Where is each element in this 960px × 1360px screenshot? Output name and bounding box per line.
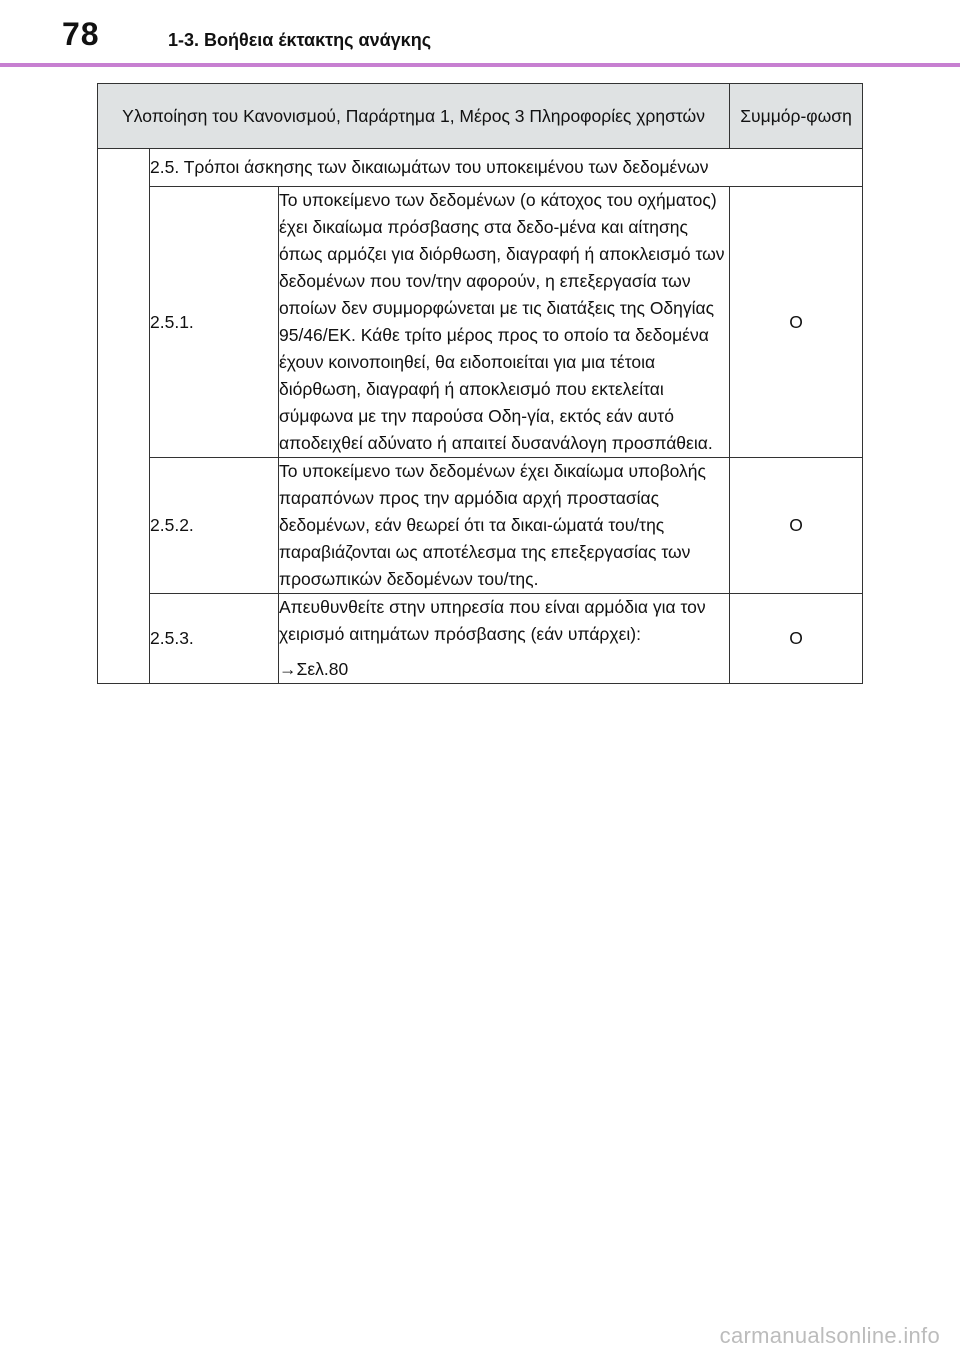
- table-row: [98, 187, 863, 458]
- section-heading: 2.5. Τρόποι άσκησης των δικαιωμάτων του υποκειμένου των δεδομένων: [150, 149, 863, 187]
- item-text: Το υποκείμενο των δεδομένων έχει δικαίωμα υποβολής παραπόνων προς την αρμόδια αρχή προστασίας δεδομένων, εάν θεωρεί ότι τα δικαι-ώματά του/της παραβιάζονται ως αποτέλεσμα της επεξεργασίας των προσωπικών δεδομένων του/της.: [279, 461, 706, 589]
- item-text: Το υποκείμενο των δεδομένων (ο κάτοχος του οχήματος) έχει δικαίωμα πρόσβασης στα δεδο-μένα και αίτησης όπως αρμόζει για διόρθωση, διαγραφή ή αποκλεισμό των δεδομένων που τον/την αφορούν, η επεξεργασία των οποίων δεν συμμορφώνεται με τις διατάξεις της Οδηγίας 95/46/ΕΚ. Κάθε τρίτο μέρος προς το οποίο τα δεδομένα έχουν κοινοποιηθεί, θα ειδοποιείται για μια τέτοια διόρθωση, διαγραφή ή αποκλεισμό που εκτελείται σύμφωνα με την παρούσα Οδη-γία, εκτός εάν αυτό αποδειχθεί αδύνατο ή απαιτεί δυσανάλογη προσπάθεια.: [279, 190, 725, 453]
- conformity-mark: O: [730, 458, 863, 594]
- page-number: 78: [62, 16, 100, 52]
- section-title: 1-3. Βοήθεια έκτακτης ανάγκης: [168, 30, 432, 50]
- conformity-mark: O: [730, 187, 863, 458]
- table-row: [98, 458, 863, 594]
- column-header-main: Υλοποίηση του Κανονισμού, Παράρτημα 1, Μέρος 3 Πληροφορίες χρηστών: [98, 84, 730, 149]
- conformity-mark: O: [730, 594, 863, 684]
- table-row: [98, 594, 863, 684]
- watermark: carmanualsonline.info: [719, 1323, 940, 1348]
- item-number: 2.5.1.: [150, 187, 279, 458]
- column-header-conformity: Συμμόρ-φωση: [730, 84, 863, 149]
- item-number: 2.5.2.: [150, 458, 279, 594]
- header-divider: [0, 63, 960, 67]
- user-information-table: [97, 83, 863, 684]
- item-description: [279, 187, 730, 458]
- table-row: [98, 149, 863, 187]
- item-description: [279, 458, 730, 594]
- item-description: [279, 594, 730, 684]
- item-number: 2.5.3.: [150, 594, 279, 684]
- table-header-row: [98, 84, 863, 149]
- indent-cell: [98, 149, 150, 684]
- page-reference-link[interactable]: →Σελ.80: [279, 659, 349, 679]
- item-text: Απευθυνθείτε στην υπηρεσία που είναι αρμόδια για τον χειρισμό αιτημάτων πρόσβασης (εάν υπάρχει):: [279, 597, 706, 644]
- page-header: [0, 0, 960, 62]
